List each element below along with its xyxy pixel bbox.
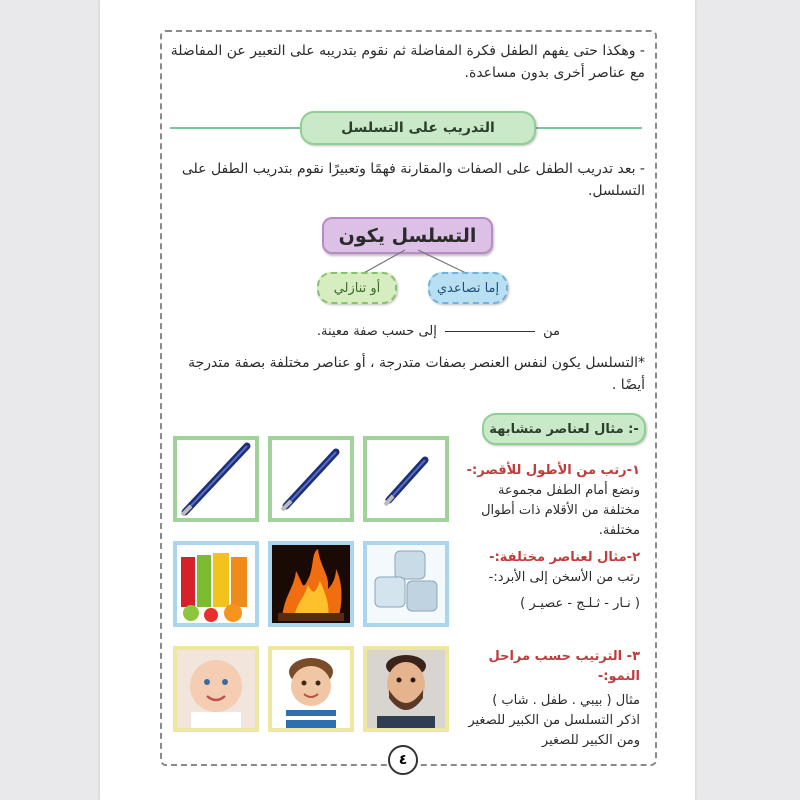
- example-3-line-1: مثال ( بيبي . طفل . شاب ): [492, 693, 640, 708]
- pen-medium-image: [268, 436, 354, 522]
- section-title: التدريب على التسلسل: [300, 111, 536, 145]
- example-2-line-2: ( نـار - ثـلـج - عصيـر ): [520, 596, 640, 611]
- child-image: [268, 646, 354, 732]
- band-right: [532, 127, 642, 129]
- band-left: [170, 127, 300, 129]
- ice-image: [363, 541, 449, 627]
- training-line-1: - بعد تدريب الطفل على الصفات والمقارنة فهمًا وتعبيرًا نقوم بتدريب الطفل على: [181, 161, 645, 177]
- ice-cubes-icon: [367, 545, 445, 623]
- example-3-line-3: ومن الكبير للصغير: [541, 733, 640, 748]
- intro-line-1: - وهكذا حتى يفهم الطفل فكرة المفاضلة ثم نقوم بتدريبه على التعبير عن المفاضلة: [170, 43, 645, 59]
- pen-medium-icon: [272, 440, 350, 518]
- pen-long-image: [173, 436, 259, 522]
- example-1-line-2: مختلفة من الأقلام ذات أطوال: [481, 503, 640, 518]
- note-paragraph: [170, 352, 645, 396]
- example-1-line-1: ونضع أمام الطفل مجموعة: [497, 483, 640, 498]
- example-3-heading: ٣- الترتيب حسب مراحل النمو:-: [488, 649, 640, 684]
- sequence-box: التسلسل يكون: [322, 217, 493, 254]
- example-3-line-2: اذكر التسلسل من الكبير للصغير: [468, 713, 640, 728]
- book-page: [100, 0, 695, 800]
- pen-short-icon: [367, 440, 445, 518]
- note-line-1: *التسلسل يكون لنفس العنصر بصفات متدرجة ، أو عناصر مختلفة بصفة متدرجة: [188, 355, 645, 371]
- child-icon: [272, 650, 350, 728]
- example-2-heading: ٢-مثال لعناصر مختلفة:-: [489, 550, 640, 565]
- example-1-line-3: مختلفة.: [598, 523, 640, 538]
- example-3: [455, 647, 640, 751]
- juice-glasses-icon: [177, 545, 255, 623]
- young-man-icon: [367, 650, 445, 728]
- page-number: ٤: [388, 745, 418, 775]
- pen-short-image: [363, 436, 449, 522]
- pen-long-icon: [177, 440, 255, 518]
- fill-to-label: إلى حسب صفة معينة.: [316, 324, 437, 339]
- example-title: مثال لعناصر متشابهة :-: [482, 413, 646, 445]
- example-1: [455, 461, 640, 541]
- fill-in-line: [280, 321, 560, 343]
- intro-paragraph: [170, 40, 645, 84]
- fire-image: [268, 541, 354, 627]
- fill-blank: [445, 331, 535, 332]
- fire-icon: [272, 545, 350, 623]
- ascending-option: إما تصاعدي: [428, 272, 508, 304]
- note-line-2: أيضًا .: [611, 377, 645, 393]
- example-2: [455, 548, 640, 614]
- baby-image: [173, 646, 259, 732]
- descending-option: أو تنازلي: [317, 272, 397, 304]
- intro-line-2: مع عناصر أخرى بدون مساعدة.: [464, 65, 645, 81]
- juice-image: [173, 541, 259, 627]
- training-line-2: التسلسل.: [587, 183, 645, 199]
- young-man-image: [363, 646, 449, 732]
- training-paragraph: [170, 158, 645, 202]
- fill-from-label: من: [543, 324, 560, 339]
- example-2-line-1: رتب من الأسخن إلى الأبرد:-: [488, 570, 640, 585]
- baby-icon: [177, 650, 255, 728]
- example-1-heading: ١-رتب من الأطول للأقصر:-: [466, 463, 640, 478]
